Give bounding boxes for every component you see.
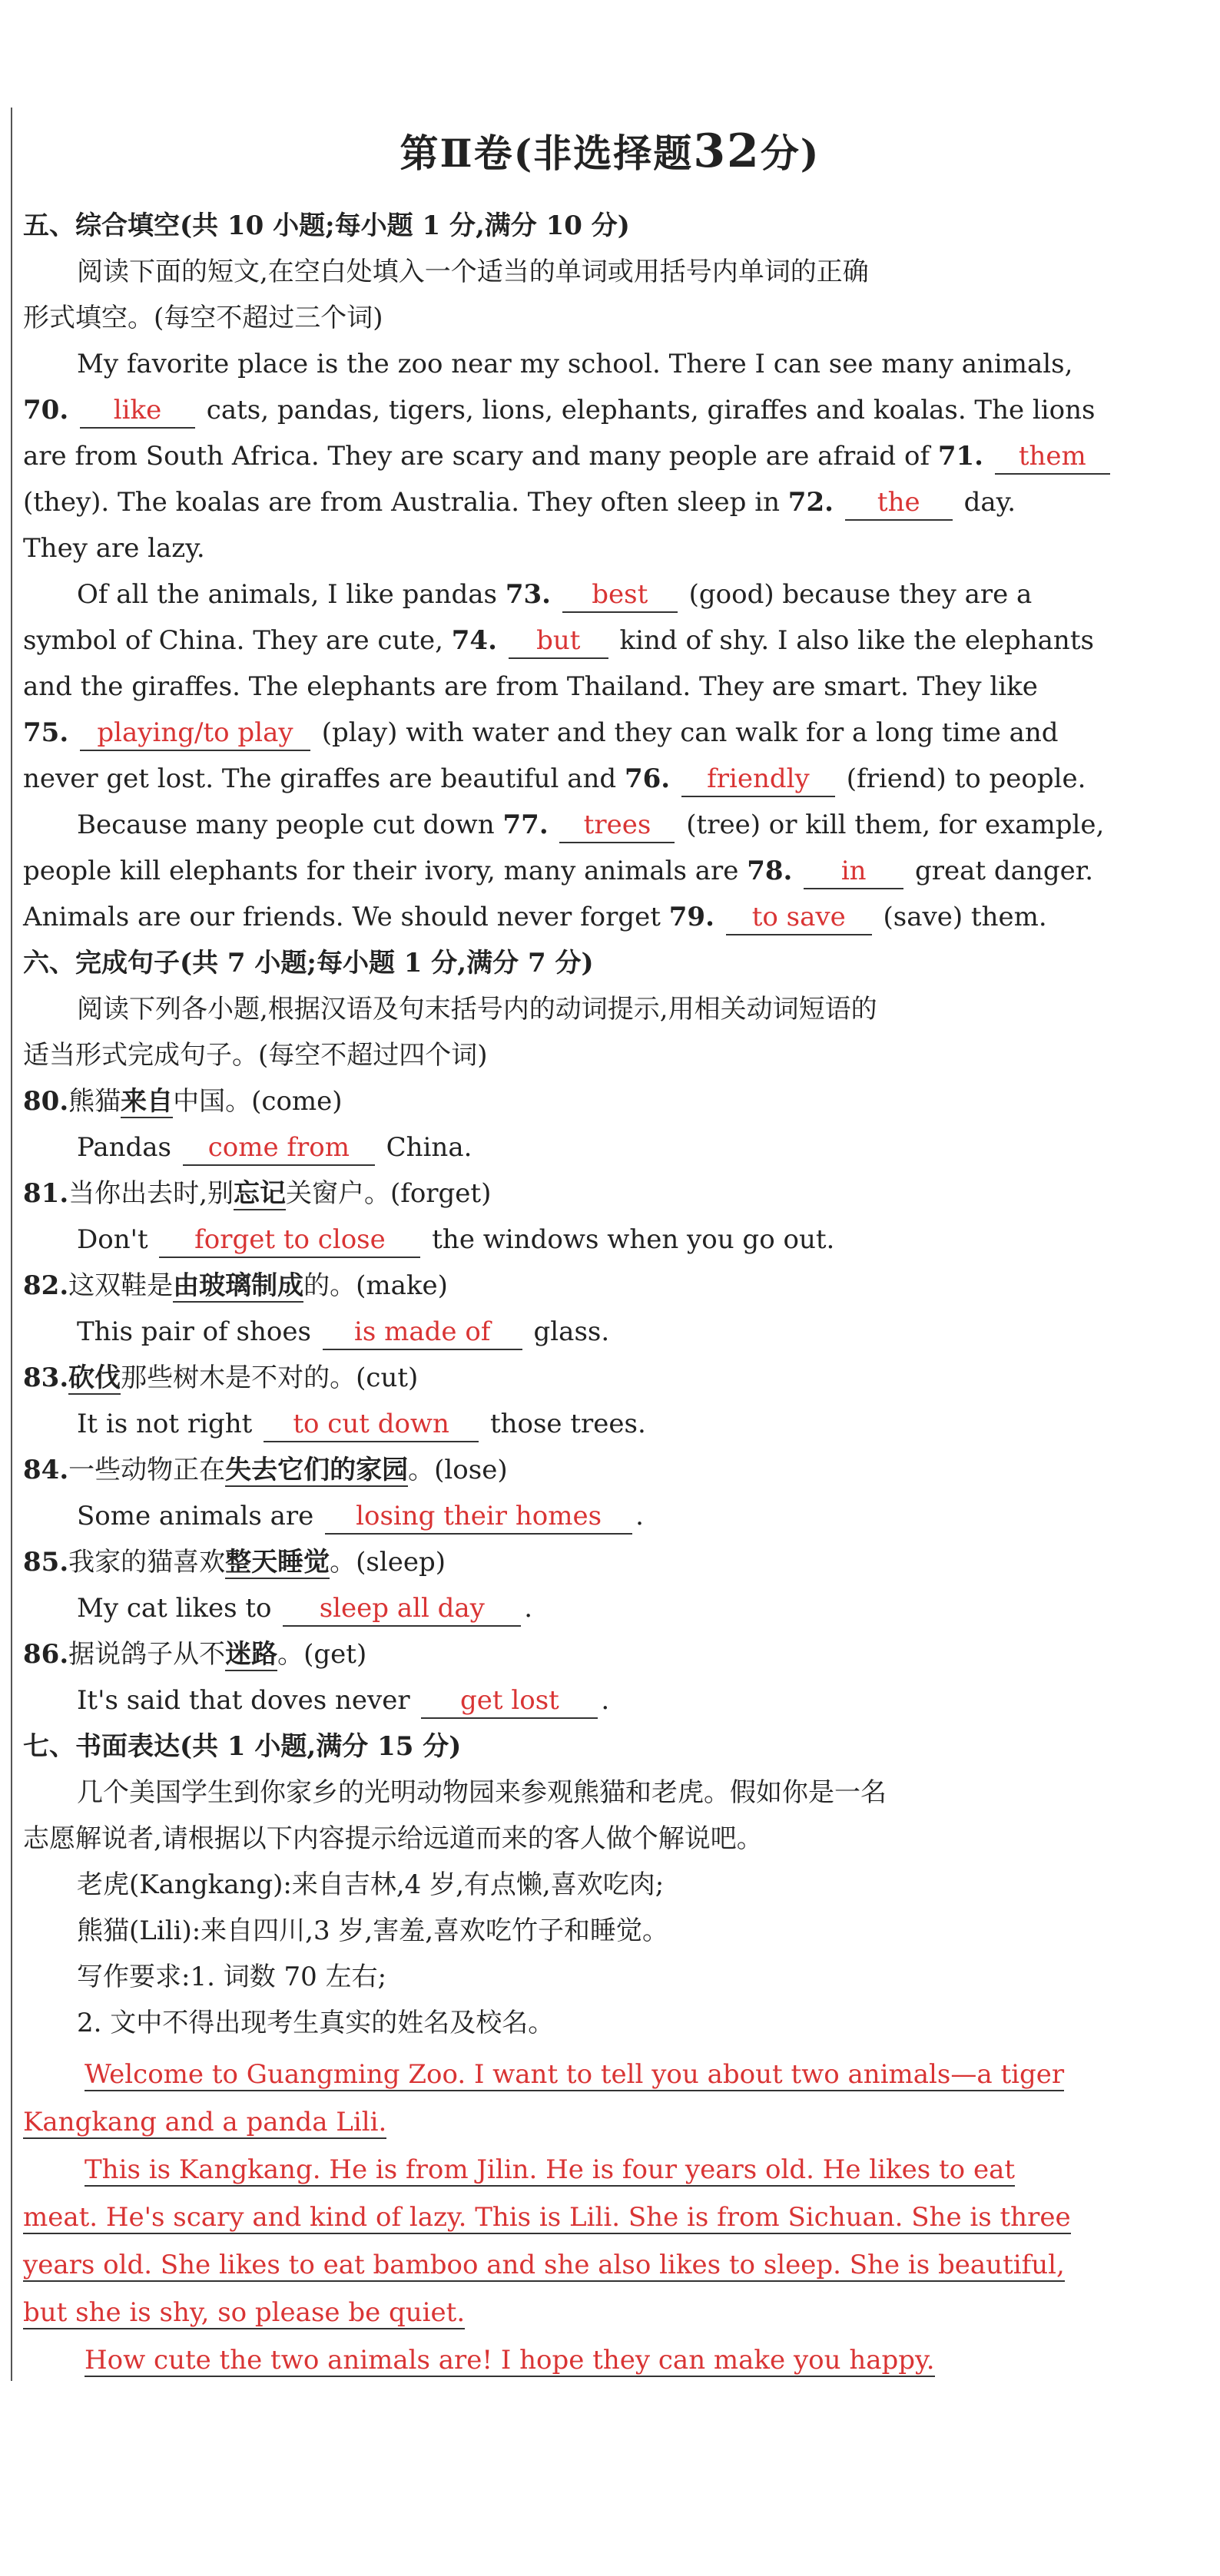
q84-answer: losing their homes <box>325 1499 632 1535</box>
passage-line-11 <box>77 803 1168 847</box>
essay-line: years old. She likes to eat bamboo and she also likes to sleep. She is beautiful, <box>23 2250 1065 2280</box>
writing-prompt-tiger: 老虎(Kangkang):来自吉林,4 岁,有点懒,喜欢吃肉; <box>77 1869 665 1900</box>
q73-answer: best <box>562 578 678 613</box>
writing-prompt-2: 志愿解说者,请根据以下内容提示给远道而来的客人做个解说吧。 <box>23 1823 763 1854</box>
q79-answer: to save <box>726 900 872 935</box>
q80-prompt <box>23 1079 1114 1124</box>
essay-line: This is Kangkang. He is from Jilin. He is four years old. He likes to eat <box>85 2154 1016 2185</box>
q86-number: 86. <box>23 1639 69 1670</box>
q82-number: 82. <box>23 1270 69 1301</box>
prompt-text: 。(lose) <box>408 1455 508 1485</box>
section5-instruction-1: 阅读下面的短文,在空白处填入一个适当的单词或用括号内单词的正确 <box>77 257 869 287</box>
q85-answer: sleep all day <box>283 1591 521 1627</box>
q79-number: 79. <box>668 902 714 932</box>
essay-line: but she is shy, so please be quiet. <box>23 2297 466 2328</box>
passage-text: cats, pandas, tigers, lions, elephants, giraffes and koalas. The lions <box>206 395 1096 425</box>
prompt-text: 的。(make) <box>303 1270 448 1301</box>
writing-requirement-2: 2. 文中不得出现考生真实的姓名及校名。 <box>77 2008 555 2038</box>
passage-text: day. <box>963 487 1016 518</box>
passage-text: kind of shy. I also like the elephants <box>619 625 1094 656</box>
prompt-key-phrase: 失去它们的家园 <box>225 1455 409 1485</box>
q83-prompt <box>23 1356 1114 1400</box>
q84-sentence <box>77 1494 1168 1538</box>
passage-line-3 <box>23 434 1114 478</box>
q85-sentence <box>77 1586 1168 1631</box>
passage-line-7 <box>23 618 1114 663</box>
sentence-text: It's said that doves never <box>77 1685 410 1716</box>
passage-line-13 <box>23 895 1114 939</box>
sentence-text: . <box>635 1501 644 1531</box>
passage-text: great danger. <box>915 856 1094 886</box>
prompt-text: 一些动物正在 <box>68 1455 226 1485</box>
passage-text: symbol of China. They are cute, <box>23 625 443 656</box>
q75-number: 75. <box>23 717 69 748</box>
q86-answer: get lost <box>421 1684 598 1719</box>
sentence-text: those trees. <box>489 1409 646 1439</box>
prompt-key-phrase: 来自 <box>121 1086 174 1117</box>
sentence-text: . <box>524 1593 533 1624</box>
section6-header: 六、完成句子(共 7 小题;每小题 1 分,满分 7 分) <box>23 948 594 978</box>
q76-number: 76. <box>624 763 671 794</box>
q70-answer: like <box>80 393 195 429</box>
q82-answer: is made of <box>323 1315 522 1350</box>
sentence-text: . <box>601 1685 610 1716</box>
prompt-key-phrase: 砍伐 <box>68 1362 121 1393</box>
essay-line: How cute the two animals are! I hope they can make you happy. <box>85 2345 935 2376</box>
passage-line-4 <box>23 480 1114 525</box>
section6-instruction-1: 阅读下列各小题,根据汉语及句末括号内的动词提示,用相关动词短语的 <box>77 994 877 1025</box>
sentence-text: My cat likes to <box>77 1593 272 1624</box>
passage-text: (save) them. <box>883 902 1047 932</box>
q75-answer: playing/to play <box>80 716 310 751</box>
section7-header: 七、书面表达(共 1 小题,满分 15 分) <box>23 1731 462 1762</box>
title-suffix: 分) <box>760 131 821 176</box>
passage-text: (friend) to people. <box>846 763 1086 794</box>
q78-number: 78. <box>747 856 793 886</box>
passage-text: Because many people cut down <box>77 810 495 840</box>
passage-text: never get lost. The giraffes are beautiful and <box>23 763 617 794</box>
q80-sentence <box>77 1125 1168 1170</box>
passage-line-5: They are lazy. <box>23 533 205 564</box>
sentence-text: Some animals are <box>77 1501 314 1531</box>
q84-number: 84. <box>23 1455 69 1485</box>
sentence-text: It is not right <box>77 1409 253 1439</box>
q76-answer: friendly <box>681 762 835 797</box>
q85-number: 85. <box>23 1547 69 1578</box>
passage-line-1: My favorite place is the zoo near my school. There I can see many animals, <box>77 349 1073 379</box>
q82-sentence <box>77 1310 1168 1354</box>
passage-line-9 <box>23 710 1114 755</box>
title-prefix: 第Ⅱ卷(非选择题 <box>399 131 694 176</box>
essay-answer <box>23 2051 1114 2384</box>
q73-number: 73. <box>505 579 551 610</box>
prompt-text: 这双鞋是 <box>68 1270 174 1301</box>
prompt-text: 。(sleep) <box>330 1547 446 1578</box>
essay-line: meat. He's scary and kind of lazy. This is Lili. She is from Sichuan. She is three <box>23 2202 1071 2233</box>
prompt-key-phrase: 由玻璃制成 <box>173 1270 304 1301</box>
q86-sentence <box>77 1678 1168 1723</box>
section5-instruction-2: 形式填空。(每空不超过三个词) <box>23 303 383 333</box>
q85-prompt <box>23 1540 1114 1584</box>
passage-text: (play) with water and they can walk for a long time and <box>321 717 1059 748</box>
q81-number: 81. <box>23 1178 69 1209</box>
writing-prompt-panda: 熊猫(Lili):来自四川,3 岁,害羞,喜欢吃竹子和睡觉。 <box>77 1915 669 1946</box>
q80-number: 80. <box>23 1086 69 1117</box>
sentence-text: Pandas <box>77 1132 172 1163</box>
q72-answer: the <box>845 485 953 521</box>
sentence-text: glass. <box>533 1316 610 1347</box>
q82-prompt <box>23 1263 1114 1308</box>
prompt-text: 关窗户。(forget) <box>285 1178 492 1209</box>
q80-answer: come from <box>183 1131 375 1166</box>
q83-sentence <box>77 1402 1168 1446</box>
passage-line-12 <box>23 849 1114 893</box>
sentence-text: the windows when you go out. <box>432 1224 835 1255</box>
q81-sentence <box>77 1217 1168 1262</box>
q78-answer: in <box>804 854 903 889</box>
essay-line: Kangkang and a panda Lili. <box>23 2107 387 2137</box>
passage-text: Of all the animals, I like pandas <box>77 579 498 610</box>
q71-number: 71. <box>937 441 984 472</box>
title-points: 32 <box>693 124 761 178</box>
q83-number: 83. <box>23 1362 69 1393</box>
page-title <box>0 123 1220 178</box>
writing-prompt-1: 几个美国学生到你家乡的光明动物园来参观熊猫和老虎。假如你是一名 <box>77 1777 887 1808</box>
passage-text: are from South Africa. They are scary and many people are afraid of <box>23 441 930 472</box>
prompt-key-phrase: 忘记 <box>233 1178 286 1209</box>
q84-prompt <box>23 1448 1114 1492</box>
writing-requirement-1: 写作要求:1. 词数 70 左右; <box>77 1962 387 1992</box>
q83-answer: to cut down <box>264 1407 479 1442</box>
prompt-text: 那些树木是不对的。(cut) <box>121 1362 419 1393</box>
q81-answer: forget to close <box>159 1223 420 1258</box>
section6-instruction-2: 适当形式完成句子。(每空不超过四个词) <box>23 1040 488 1071</box>
passage-line-2 <box>23 388 1114 432</box>
passage-text: Animals are our friends. We should never forget <box>23 902 661 932</box>
section5-header: 五、综合填空(共 10 小题;每小题 1 分,满分 10 分) <box>23 210 630 241</box>
sentence-text: China. <box>386 1132 472 1163</box>
q72-number: 72. <box>787 487 834 518</box>
passage-text: (they). The koalas are from Australia. They often sleep in <box>23 487 780 518</box>
q77-number: 77. <box>502 810 549 840</box>
sentence-text: Don't <box>77 1224 148 1255</box>
q71-answer: them <box>995 439 1110 475</box>
passage-line-8: and the giraffes. The elephants are from Thailand. They are smart. They like <box>23 671 1038 702</box>
prompt-text: 当你出去时,别 <box>68 1178 234 1209</box>
q74-answer: but <box>509 624 608 659</box>
prompt-text: 中国。(come) <box>173 1086 343 1117</box>
essay-line: Welcome to Guangming Zoo. I want to tell you about two animals—a tiger <box>85 2059 1065 2090</box>
q74-number: 74. <box>451 625 497 656</box>
margin-rule <box>11 108 12 2381</box>
passage-text: people kill elephants for their ivory, many animals are <box>23 856 739 886</box>
q81-prompt <box>23 1171 1114 1216</box>
prompt-text: 据说鸽子从不 <box>68 1639 226 1670</box>
passage-text: (tree) or kill them, for example, <box>686 810 1105 840</box>
prompt-text: 熊猫 <box>68 1086 121 1117</box>
sentence-text: This pair of shoes <box>77 1316 311 1347</box>
passage-text: (good) because they are a <box>688 579 1033 610</box>
q70-number: 70. <box>23 395 69 425</box>
prompt-key-phrase: 迷路 <box>225 1639 278 1670</box>
q86-prompt <box>23 1632 1114 1677</box>
passage-line-10 <box>23 757 1114 801</box>
prompt-text: 我家的猫喜欢 <box>68 1547 226 1578</box>
q77-answer: trees <box>559 808 675 843</box>
prompt-text: 。(get) <box>277 1639 367 1670</box>
passage-line-6 <box>77 572 1168 617</box>
prompt-key-phrase: 整天睡觉 <box>225 1547 330 1578</box>
